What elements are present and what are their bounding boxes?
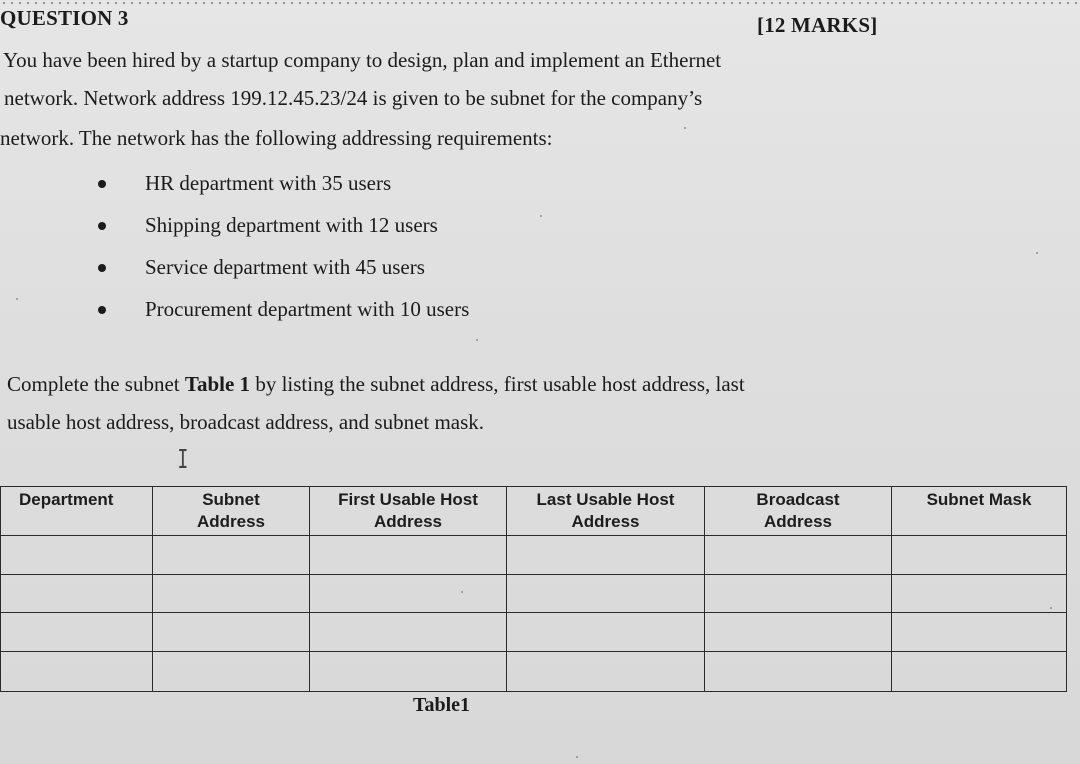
table-cell[interactable]	[507, 574, 705, 613]
table-header-row	[1, 487, 1067, 536]
table-row	[1, 574, 1067, 613]
page-top-dotted-rule	[0, 2, 1080, 4]
header-line: Subnet	[202, 490, 260, 509]
intro-line-1: You have been hired by a startup company to design, plan and implement an Ethernet	[3, 48, 722, 72]
table-cell[interactable]	[153, 652, 310, 692]
header-line: Address	[571, 512, 640, 531]
intro-line-3: network. The network has the following addressing requirements:	[0, 126, 553, 150]
text-cursor-icon: I	[177, 445, 189, 475]
requirement-text: Service department with 45 users	[145, 255, 425, 279]
table-cell[interactable]	[1, 574, 153, 613]
subnet-table-container	[0, 486, 1080, 694]
header-line: Broadcast	[756, 490, 840, 509]
question-marks: [12 MARKS]	[757, 13, 878, 37]
paper-speck	[1036, 252, 1038, 254]
table-cell[interactable]	[892, 536, 1067, 575]
header-first-usable-host	[310, 487, 507, 536]
table-cell[interactable]	[507, 536, 705, 575]
table-caption: Table1	[413, 694, 471, 716]
instruction-table-ref: Table 1	[184, 372, 251, 396]
table-cell[interactable]	[310, 536, 507, 575]
subnet-table	[0, 486, 1067, 692]
table-cell[interactable]	[310, 652, 507, 692]
header-last-usable-host	[507, 487, 705, 536]
table-cell[interactable]	[507, 652, 705, 692]
paper-speck	[684, 127, 686, 129]
header-line: Subnet Mask	[926, 490, 1032, 509]
table-row	[1, 613, 1067, 652]
paper-speck	[461, 591, 463, 593]
paper-speck	[540, 215, 542, 217]
table-cell[interactable]	[507, 613, 705, 652]
instruction-text-after: by listing the subnet address, first usable host address, last	[250, 372, 745, 396]
table-row	[1, 652, 1067, 692]
requirement-text: HR department with 35 users	[145, 171, 392, 195]
requirement-text: Shipping department with 12 users	[145, 213, 438, 237]
table-cell[interactable]	[310, 613, 507, 652]
header-line: Department	[19, 490, 114, 509]
table-cell[interactable]	[1, 536, 153, 575]
table-cell[interactable]	[705, 613, 892, 652]
header-broadcast-address	[705, 487, 892, 536]
table-cell[interactable]	[892, 613, 1067, 652]
table-row	[1, 536, 1067, 575]
instruction-text-before: Complete the subnet	[7, 372, 185, 396]
header-line: First Usable Host	[338, 490, 478, 509]
instruction-line-2: usable host address, broadcast address, and subnet mask.	[7, 410, 485, 434]
table-cell[interactable]	[153, 536, 310, 575]
table-cell[interactable]	[1, 613, 153, 652]
paper-speck	[476, 339, 478, 341]
table-cell[interactable]	[310, 574, 507, 613]
table-cell[interactable]	[705, 574, 892, 613]
header-department	[1, 487, 153, 536]
table-cell[interactable]	[892, 652, 1067, 692]
instruction-line-1	[7, 372, 745, 397]
header-subnet-address	[153, 487, 310, 536]
table-cell[interactable]	[153, 613, 310, 652]
table-cell[interactable]	[153, 574, 310, 613]
requirement-text: Procurement department with 10 users	[145, 297, 470, 321]
table-cell[interactable]	[705, 536, 892, 575]
paper-speck	[576, 756, 578, 758]
header-line: Address	[373, 512, 443, 531]
table-cell[interactable]	[892, 574, 1067, 613]
header-line: Address	[763, 512, 833, 531]
paper-speck	[16, 298, 18, 300]
intro-line-2: network. Network address 199.12.45.23/24 is given to be subnet for the company’s	[4, 86, 703, 110]
header-line: Address	[196, 512, 266, 531]
paper-speck	[1050, 607, 1052, 609]
table-cell[interactable]	[705, 652, 892, 692]
table-cell[interactable]	[1, 652, 153, 692]
question-title: QUESTION 3	[0, 6, 129, 30]
header-subnet-mask	[892, 487, 1067, 536]
header-line: Last Usable Host	[536, 490, 675, 509]
